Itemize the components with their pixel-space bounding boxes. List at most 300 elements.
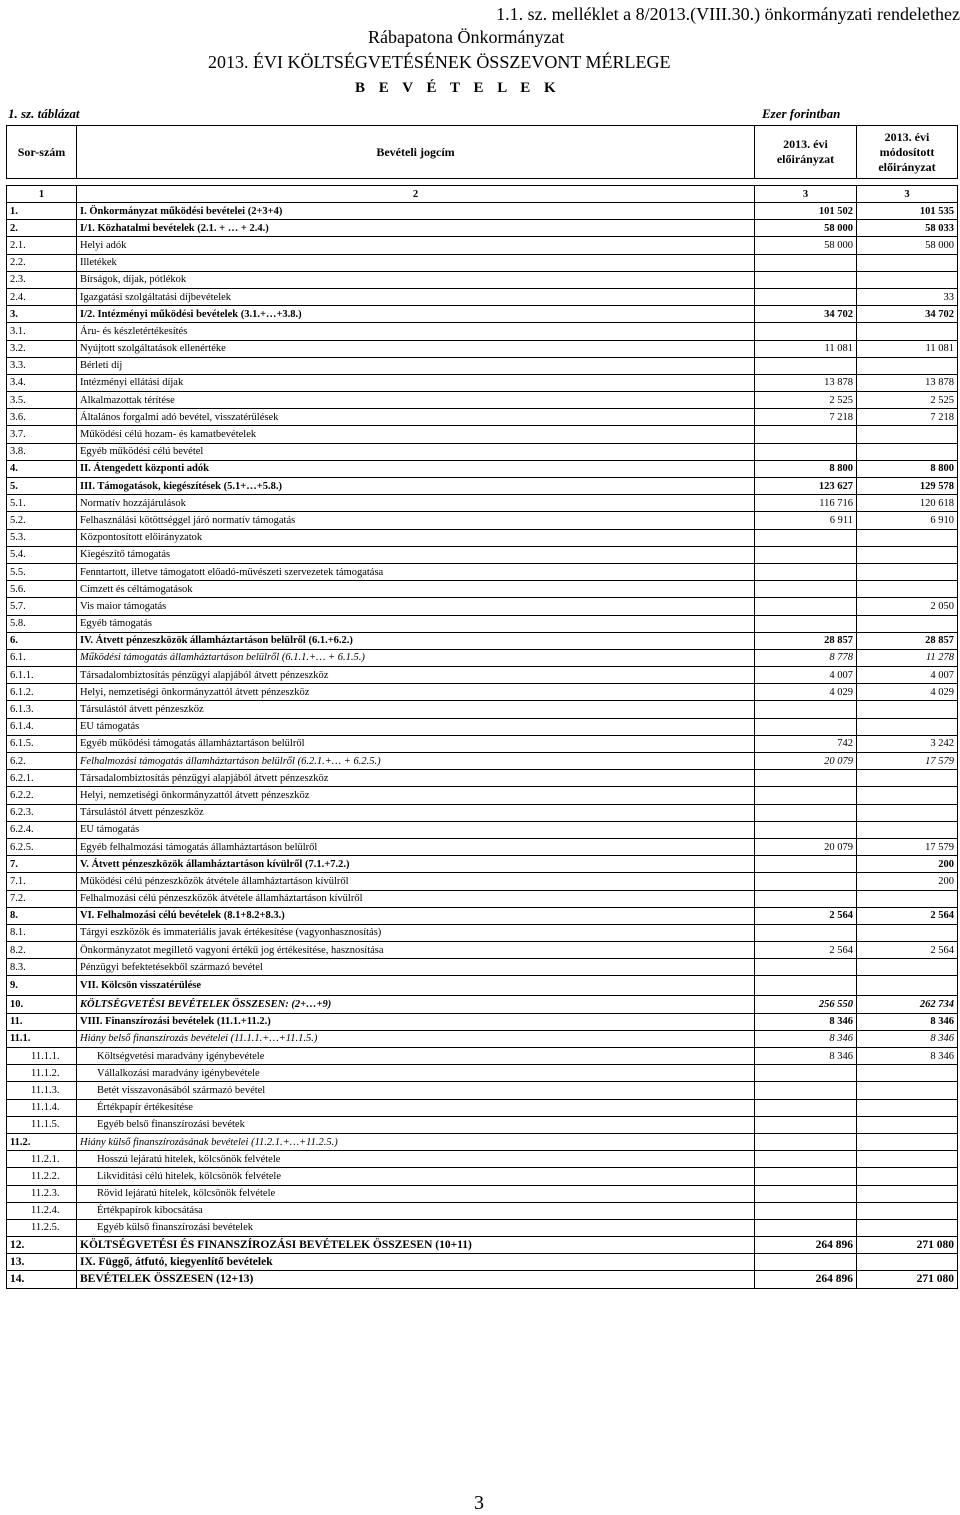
modified-budget-value: 129 578 [857, 478, 958, 495]
modified-budget-value [857, 563, 958, 580]
table-row [7, 581, 958, 598]
modified-budget-value [857, 1082, 958, 1099]
original-budget-value: 20 079 [755, 838, 857, 855]
revenue-title: Egyéb támogatás [77, 615, 755, 632]
modified-budget-value [857, 1151, 958, 1168]
revenue-title: Likviditási célú hitelek, kölcsönök felvétele [77, 1168, 755, 1185]
table-row [7, 1151, 958, 1168]
table-row [7, 1065, 958, 1082]
row-number: 11. [7, 1013, 77, 1030]
modified-budget-value: 200 [857, 856, 958, 873]
row-number: 5.2. [7, 512, 77, 529]
row-number: 11.2. [7, 1133, 77, 1150]
original-budget-value [755, 924, 857, 941]
row-number: 2.1. [7, 237, 77, 254]
modified-budget-value: 58 033 [857, 220, 958, 237]
modified-budget-value [857, 529, 958, 546]
original-budget-value [755, 718, 857, 735]
revenue-table [6, 125, 958, 1289]
annex-title: 1.1. sz. melléklet a 8/2013.(VIII.30.) önkormányzati rendelethez [496, 4, 960, 24]
column-number-3b: 3 [857, 186, 958, 203]
table-row [7, 1185, 958, 1202]
row-number: 5.6. [7, 581, 77, 598]
original-budget-value [755, 1082, 857, 1099]
row-number: 4. [7, 460, 77, 477]
original-budget-value [755, 1202, 857, 1219]
revenue-title: III. Támogatások, kiegészítések (5.1+…+5.8.) [77, 478, 755, 495]
row-number: 5.7. [7, 598, 77, 615]
row-number: 11.2.1. [7, 1151, 77, 1168]
original-budget-value: 123 627 [755, 478, 857, 495]
modified-budget-value: 4 007 [857, 667, 958, 684]
original-budget-value [755, 890, 857, 907]
revenue-title: Költségvetési maradvány igénybevétele [77, 1048, 755, 1065]
table-row [7, 856, 958, 873]
original-budget-value: 4 029 [755, 684, 857, 701]
table-row [7, 649, 958, 666]
modified-budget-value: 7 218 [857, 409, 958, 426]
modified-budget-value: 2 525 [857, 392, 958, 409]
table-row [7, 220, 958, 237]
table-row [7, 323, 958, 340]
modified-budget-value [857, 1219, 958, 1236]
modified-budget-value [857, 718, 958, 735]
document-title: 2013. ÉVI KÖLTSÉGVETÉSÉNEK ÖSSZEVONT MÉRLEGE [208, 52, 671, 72]
table-row [7, 1082, 958, 1099]
modified-budget-value: 6 910 [857, 512, 958, 529]
header-original-budget: 2013. évi előirányzat [755, 126, 857, 179]
original-budget-value: 13 878 [755, 374, 857, 391]
original-budget-value [755, 615, 857, 632]
original-budget-value: 8 778 [755, 649, 857, 666]
revenue-title: Rövid lejáratú hitelek, kölcsönök felvétele [77, 1185, 755, 1202]
original-budget-value [755, 288, 857, 305]
original-budget-value [755, 254, 857, 271]
modified-budget-value: 8 800 [857, 460, 958, 477]
row-number: 13. [7, 1254, 77, 1271]
row-number: 3. [7, 306, 77, 323]
revenue-title: IV. Átvett pénzeszközök államháztartáson belülről (6.1.+6.2.) [77, 632, 755, 649]
original-budget-value [755, 1168, 857, 1185]
modified-budget-value [857, 1254, 958, 1271]
row-number: 7.2. [7, 890, 77, 907]
row-number: 7. [7, 856, 77, 873]
original-budget-value: 7 218 [755, 409, 857, 426]
unit-label: Ezer forintban [762, 106, 841, 121]
row-number: 12. [7, 1237, 77, 1254]
table-row [7, 1116, 958, 1133]
original-budget-value: 116 716 [755, 495, 857, 512]
table-row [7, 478, 958, 495]
table-row [7, 357, 958, 374]
table-row [7, 1271, 958, 1288]
original-budget-value: 34 702 [755, 306, 857, 323]
original-budget-value [755, 1151, 857, 1168]
table-row [7, 804, 958, 821]
table-row [7, 460, 958, 477]
revenue-title: Általános forgalmi adó bevétel, visszatérülések [77, 409, 755, 426]
row-number: 6.2.3. [7, 804, 77, 821]
table-row [7, 942, 958, 959]
table-row [7, 1237, 958, 1254]
revenue-title: Működési célú hozam- és kamatbevételek [77, 426, 755, 443]
revenue-title: Hosszú lejáratú hitelek, kölcsönök felvétele [77, 1151, 755, 1168]
modified-budget-value [857, 1133, 958, 1150]
revenue-title: Normatív hozzájárulások [77, 495, 755, 512]
revenue-title: Fenntartott, illetve támogatott előadó-művészeti szervezetek támogatása [77, 563, 755, 580]
modified-budget-value [857, 890, 958, 907]
original-budget-value: 101 502 [755, 203, 857, 220]
original-budget-value [755, 1133, 857, 1150]
table-row [7, 374, 958, 391]
row-number: 11.2.4. [7, 1202, 77, 1219]
original-budget-value: 742 [755, 735, 857, 752]
table-row [7, 770, 958, 787]
row-number: 6.2.1. [7, 770, 77, 787]
revenue-title: Betét visszavonásából származó bevétel [77, 1082, 755, 1099]
row-number: 11.1.3. [7, 1082, 77, 1099]
revenue-title: Alkalmazottak térítése [77, 392, 755, 409]
table-row [7, 1202, 958, 1219]
modified-budget-value [857, 581, 958, 598]
original-budget-value: 264 896 [755, 1237, 857, 1254]
revenue-title: Önkormányzatot megillető vagyoni értékű jog értékesítése, hasznosítása [77, 942, 755, 959]
original-budget-value [755, 873, 857, 890]
modified-budget-value [857, 1116, 958, 1133]
modified-budget-value [857, 443, 958, 460]
original-budget-value [755, 546, 857, 563]
municipality-name: Rábapatona Önkormányzat [368, 27, 565, 47]
revenue-title: II. Átengedett központi adók [77, 460, 755, 477]
original-budget-value: 8 346 [755, 1048, 857, 1065]
table-row [7, 976, 958, 996]
modified-budget-value: 2 564 [857, 907, 958, 924]
revenue-title: Értékpapírok kibocsátása [77, 1202, 755, 1219]
original-budget-value: 20 079 [755, 753, 857, 770]
revenue-title: VI. Felhalmozási célú bevételek (8.1+8.2+8.3.) [77, 907, 755, 924]
table-row [7, 821, 958, 838]
revenue-title: V. Átvett pénzeszközök államháztartáson kívülről (7.1.+7.2.) [77, 856, 755, 873]
column-number-2: 2 [77, 186, 755, 203]
section-title: B E V É T E L E K [355, 80, 561, 96]
table-row [7, 684, 958, 701]
table-row [7, 735, 958, 752]
table-row [7, 1030, 958, 1047]
original-budget-value [755, 323, 857, 340]
modified-budget-value [857, 959, 958, 976]
row-number: 6. [7, 632, 77, 649]
revenue-title: Egyéb működési célú bevétel [77, 443, 755, 460]
revenue-title: I. Önkormányzat működési bevételei (2+3+4) [77, 203, 755, 220]
original-budget-value [755, 271, 857, 288]
modified-budget-value [857, 924, 958, 941]
revenue-title: Felhalmozási célú pénzeszközök átvétele államháztartáson kívülről [77, 890, 755, 907]
original-budget-value: 256 550 [755, 996, 857, 1013]
row-number: 5.1. [7, 495, 77, 512]
row-number: 8.1. [7, 924, 77, 941]
modified-budget-value: 33 [857, 288, 958, 305]
table-row [7, 890, 958, 907]
row-number: 11.1.2. [7, 1065, 77, 1082]
revenue-title: Hiány belső finanszírozás bevételei (11.1.1.+…+11.1.5.) [77, 1030, 755, 1047]
table-row [7, 288, 958, 305]
modified-budget-value: 13 878 [857, 374, 958, 391]
modified-budget-value [857, 787, 958, 804]
row-number: 14. [7, 1271, 77, 1288]
table-row [7, 563, 958, 580]
modified-budget-value: 4 029 [857, 684, 958, 701]
original-budget-value [755, 529, 857, 546]
table-row [7, 959, 958, 976]
table-row [7, 598, 958, 615]
table-row [7, 907, 958, 924]
table-row [7, 1254, 958, 1271]
row-number: 9. [7, 976, 77, 996]
revenue-title: I/2. Intézményi működési bevételek (3.1.+…+3.8.) [77, 306, 755, 323]
original-budget-value [755, 598, 857, 615]
modified-budget-value: 120 618 [857, 495, 958, 512]
row-number: 11.2.2. [7, 1168, 77, 1185]
modified-budget-value: 17 579 [857, 838, 958, 855]
table-row [7, 271, 958, 288]
table-header-row [7, 126, 958, 179]
original-budget-value [755, 804, 857, 821]
original-budget-value: 2 525 [755, 392, 857, 409]
modified-budget-value [857, 1065, 958, 1082]
revenue-title: Igazgatási szolgáltatási díjbevételek [77, 288, 755, 305]
row-number: 2.3. [7, 271, 77, 288]
original-budget-value [755, 787, 857, 804]
table-row [7, 838, 958, 855]
row-number: 11.1.4. [7, 1099, 77, 1116]
modified-budget-value: 11 081 [857, 340, 958, 357]
revenue-title: Vállalkozási maradvány igénybevétele [77, 1065, 755, 1082]
row-number: 11.1. [7, 1030, 77, 1047]
original-budget-value: 58 000 [755, 237, 857, 254]
header-spacer [7, 179, 958, 186]
table-row [7, 340, 958, 357]
column-number-1: 1 [7, 186, 77, 203]
table-row [7, 1099, 958, 1116]
modified-budget-value [857, 1168, 958, 1185]
original-budget-value [755, 959, 857, 976]
revenue-title: IX. Függő, átfutó, kiegyenlítő bevételek [77, 1254, 755, 1271]
table-row [7, 787, 958, 804]
row-number: 3.6. [7, 409, 77, 426]
original-budget-value [755, 1185, 857, 1202]
modified-budget-value: 8 346 [857, 1048, 958, 1065]
row-number: 6.2.5. [7, 838, 77, 855]
table-row [7, 667, 958, 684]
row-number: 2.4. [7, 288, 77, 305]
revenue-title: Működési támogatás államháztartáson belülről (6.1.1.+… + 6.1.5.) [77, 649, 755, 666]
original-budget-value [755, 976, 857, 996]
modified-budget-value [857, 1185, 958, 1202]
row-number: 6.1.2. [7, 684, 77, 701]
modified-budget-value: 2 050 [857, 598, 958, 615]
modified-budget-value: 101 535 [857, 203, 958, 220]
row-number: 6.1.5. [7, 735, 77, 752]
revenue-title: Egyéb belső finanszírozási bevétek [77, 1116, 755, 1133]
revenue-title: Társadalombiztosítás pénzügyi alapjából átvett pénzeszköz [77, 667, 755, 684]
revenue-title: Tárgyi eszközök és immateriális javak értékesítése (vagyonhasznosítás) [77, 924, 755, 941]
modified-budget-value [857, 1099, 958, 1116]
revenue-title: Társulástól átvett pénzeszköz [77, 804, 755, 821]
original-budget-value [755, 426, 857, 443]
table-row [7, 512, 958, 529]
table-row [7, 718, 958, 735]
modified-budget-value: 8 346 [857, 1030, 958, 1047]
table-row [7, 1013, 958, 1030]
original-budget-value: 8 346 [755, 1013, 857, 1030]
row-number: 8.3. [7, 959, 77, 976]
table-row [7, 873, 958, 890]
original-budget-value [755, 1219, 857, 1236]
table-row [7, 409, 958, 426]
original-budget-value [755, 856, 857, 873]
row-number: 3.3. [7, 357, 77, 374]
modified-budget-value [857, 357, 958, 374]
table-row [7, 1133, 958, 1150]
row-number: 5. [7, 478, 77, 495]
revenue-title: Áru- és készletértékesítés [77, 323, 755, 340]
table-row [7, 1048, 958, 1065]
row-number: 3.2. [7, 340, 77, 357]
modified-budget-value [857, 323, 958, 340]
original-budget-value: 8 800 [755, 460, 857, 477]
modified-budget-value: 28 857 [857, 632, 958, 649]
original-budget-value [755, 701, 857, 718]
revenue-title: Nyújtott szolgáltatások ellenértéke [77, 340, 755, 357]
column-number-3a: 3 [755, 186, 857, 203]
table-label: 1. sz. táblázat [8, 106, 80, 121]
row-number: 6.1.3. [7, 701, 77, 718]
revenue-title: Vis maior támogatás [77, 598, 755, 615]
revenue-title: Értékpapír értékesítése [77, 1099, 755, 1116]
row-number: 1. [7, 203, 77, 220]
revenue-title: VII. Kölcsön visszatérülése [77, 976, 755, 996]
modified-budget-value: 17 579 [857, 753, 958, 770]
row-number: 3.5. [7, 392, 77, 409]
row-number: 5.4. [7, 546, 77, 563]
row-number: 11.1.5. [7, 1116, 77, 1133]
revenue-title: EU támogatás [77, 718, 755, 735]
row-number: 11.1.1. [7, 1048, 77, 1065]
row-number: 11.2.3. [7, 1185, 77, 1202]
row-number: 5.8. [7, 615, 77, 632]
revenue-title: Helyi, nemzetiségi önkormányzattól átvett pénzeszköz [77, 684, 755, 701]
original-budget-value: 6 911 [755, 512, 857, 529]
original-budget-value [755, 581, 857, 598]
column-number-row [7, 186, 958, 203]
header-row-number: Sor-szám [7, 126, 77, 179]
revenue-title: Bírságok, díjak, pótlékok [77, 271, 755, 288]
table-row [7, 996, 958, 1013]
table-row [7, 237, 958, 254]
revenue-title: Helyi adók [77, 237, 755, 254]
revenue-title: I/1. Közhatalmi bevételek (2.1. + … + 2.4.) [77, 220, 755, 237]
revenue-title: Társadalombiztosítás pénzügyi alapjából átvett pénzeszköz [77, 770, 755, 787]
table-row [7, 306, 958, 323]
header-modified-budget: 2013. évi módosított előirányzat [857, 126, 958, 179]
row-number: 7.1. [7, 873, 77, 890]
row-number: 2. [7, 220, 77, 237]
table-row [7, 392, 958, 409]
row-number: 11.2.5. [7, 1219, 77, 1236]
row-number: 5.5. [7, 563, 77, 580]
original-budget-value [755, 1254, 857, 1271]
table-row [7, 924, 958, 941]
page-number: 3 [474, 1492, 484, 1514]
revenue-title: Illetékek [77, 254, 755, 271]
modified-budget-value [857, 701, 958, 718]
modified-budget-value: 58 000 [857, 237, 958, 254]
revenue-title: Helyi, nemzetiségi önkormányzattól átvett pénzeszköz [77, 787, 755, 804]
modified-budget-value: 271 080 [857, 1271, 958, 1288]
header-revenue-title: Bevételi jogcím [77, 126, 755, 179]
table-row [7, 615, 958, 632]
original-budget-value [755, 357, 857, 374]
row-number: 8.2. [7, 942, 77, 959]
original-budget-value [755, 770, 857, 787]
revenue-title: Működési célú pénzeszközök átvétele államháztartáson kívülről [77, 873, 755, 890]
table-row [7, 753, 958, 770]
modified-budget-value: 34 702 [857, 306, 958, 323]
table-row [7, 203, 958, 220]
original-budget-value [755, 443, 857, 460]
modified-budget-value: 3 242 [857, 735, 958, 752]
modified-budget-value: 2 564 [857, 942, 958, 959]
table-row [7, 254, 958, 271]
revenue-title: Intézményi ellátási díjak [77, 374, 755, 391]
row-number: 6.2. [7, 753, 77, 770]
revenue-title: Kiegészítő támogatás [77, 546, 755, 563]
revenue-title: Felhasználási kötöttséggel járó normatív támogatás [77, 512, 755, 529]
modified-budget-value [857, 1202, 958, 1219]
revenue-title: EU támogatás [77, 821, 755, 838]
original-budget-value: 264 896 [755, 1271, 857, 1288]
revenue-title: Egyéb külső finanszírozási bevételek [77, 1219, 755, 1236]
original-budget-value: 11 081 [755, 340, 857, 357]
row-number: 6.2.2. [7, 787, 77, 804]
row-number: 3.7. [7, 426, 77, 443]
revenue-title: Bérleti díj [77, 357, 755, 374]
modified-budget-value [857, 271, 958, 288]
table-row [7, 1219, 958, 1236]
modified-budget-value [857, 770, 958, 787]
modified-budget-value: 200 [857, 873, 958, 890]
row-number: 3.4. [7, 374, 77, 391]
revenue-title: Egyéb felhalmozási támogatás államháztartáson belülről [77, 838, 755, 855]
table-row [7, 443, 958, 460]
revenue-title: KÖLTSÉGVETÉSI BEVÉTELEK ÖSSZESEN: (2+…+9) [77, 996, 755, 1013]
modified-budget-value [857, 821, 958, 838]
original-budget-value [755, 821, 857, 838]
row-number: 10. [7, 996, 77, 1013]
original-budget-value [755, 563, 857, 580]
modified-budget-value [857, 804, 958, 821]
table-row [7, 701, 958, 718]
table-row [7, 1168, 958, 1185]
row-number: 3.8. [7, 443, 77, 460]
modified-budget-value [857, 426, 958, 443]
revenue-title: Hiány külső finanszírozásának bevételei (11.2.1.+…+11.2.5.) [77, 1133, 755, 1150]
revenue-title: Pénzügyi befektetésekből származó bevétel [77, 959, 755, 976]
table-row [7, 495, 958, 512]
modified-budget-value [857, 615, 958, 632]
modified-budget-value [857, 976, 958, 996]
original-budget-value: 28 857 [755, 632, 857, 649]
